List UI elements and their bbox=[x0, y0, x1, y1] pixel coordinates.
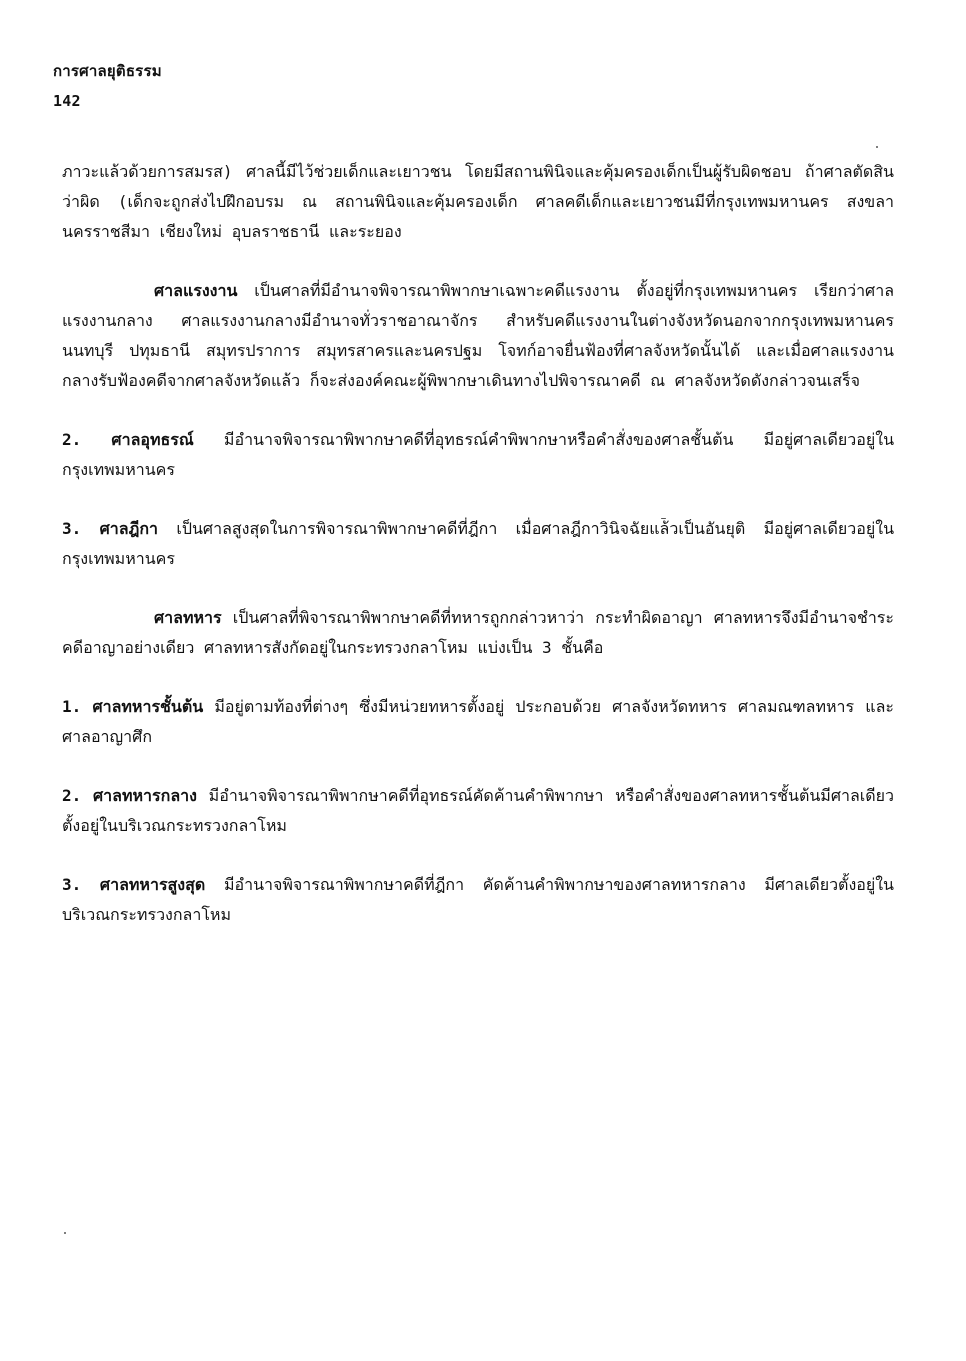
paragraph-lead: ศาลแรงงาน bbox=[154, 281, 238, 300]
paragraph-text: เป็นศาลสูงสุดในการพิจารณาพิพากษาคดีที่ฎีกา เมื่อศาลฎีกาวินิจฉัยแล้วเป็นอันยุติ มีอยู่ศาลเดียวอยู่ในกรุงเทพมหานคร bbox=[62, 519, 894, 568]
paragraph-appeal-court bbox=[62, 425, 894, 485]
paragraph-text: มีอยู่ตามท้องที่ต่างๆ ซึ่งมีหน่วยทหารตั้งอยู่ ประกอบด้วย ศาลจังหวัดทหาร ศาลมณฑลทหาร และศาลอาญาศึก bbox=[62, 697, 895, 746]
running-header bbox=[53, 56, 162, 116]
paragraph-juvenile-court-continued bbox=[62, 157, 894, 247]
paragraph-lead: ศาลทหาร bbox=[154, 608, 222, 627]
paragraph-lead: 3. ศาลทหารสูงสุด bbox=[62, 875, 206, 894]
paragraph-text: เป็นศาลที่มีอำนาจพิจารณาพิพากษาเฉพาะคดีแรงงาน ตั้งอยู่ที่กรุงเทพมหานคร เรียกว่าศาลแรงงานกลาง ศาลแรงงานกลางมีอำนาจทั่วราชอาณาจักร สำหรับคดีแรงงานในต่างจังหวัดนอกจากกรุงเทพมหานคร นนทบุรี ปทุมธานี สมุทรปราการ สมุทรสาครและนครปฐม โจทก์อาจยื่นฟ้องที่ศาลจังหวัดนั้นได้ และเมื่อศาลแรงงานกลางรับฟ้องคดีจากศาลจังหวัดแล้ว ก็จะส่งองค์คณะผู้พิพากษาเดินทางไปพิจารณาคดี ณ ศาลจังหวัดดังกล่าวจนเสร็จ bbox=[62, 281, 894, 390]
body-text bbox=[62, 157, 894, 959]
paragraph-text: มีอำนาจพิจารณาพิพากษาคดีที่อุทธรณ์คำพิพากษาหรือคำสั่งของศาลชั้นต้น มีอยู่ศาลเดียวอยู่ในกรุงเทพมหานคร bbox=[62, 430, 895, 479]
book-title: การศาลยุติธรรม bbox=[53, 62, 162, 80]
paragraph-text: มีอำนาจพิจารณาพิพากษาคดีที่อุทธรณ์คัดค้านคำพิพากษา หรือคำสั่งของศาลทหารชั้นต้นมีศาลเดียวตั้งอยู่ในบริเวณกระทรวงกลาโหม bbox=[62, 786, 894, 835]
paragraph-text: เป็นศาลที่พิจารณาพิพากษาคดีที่ทหารถูกกล่าวหาว่า กระทำผิดอาญา ศาลทหารจึงมีอำนาจชำระคดีอาญาอย่างเดียว ศาลทหารสังกัดอยู่ในกระทรวงกลาโหม แบ่งเป็น 3 ชั้นคือ bbox=[62, 608, 894, 657]
paragraph-text: ภาวะแล้วด้วยการสมรส) ศาลนี้มีไว้ช่วยเด็กและเยาวชน โดยมีสถานพินิจและคุ้มครองเด็กเป็นผู้รับผิดชอบ ถ้าศาลตัดสินว่าผิด (เด็กจะถูกส่งไปฝึกอบรม ณ สถานพินิจและคุ้มครองเด็ก ศาลคดีเด็กและเยาวชนมีที่กรุงเทพมหานคร สงขลา นครราชสีมา เชียงใหม่ อุบลราชธานี และระยอง bbox=[62, 162, 894, 241]
scan-speck bbox=[661, 518, 666, 519]
paragraph-lead: 1. ศาลทหารชั้นต้น bbox=[62, 697, 204, 716]
paragraph-labour-court bbox=[62, 276, 894, 396]
paragraph-text: มีอำนาจพิจารณาพิพากษาคดีที่ฎีกา คัดค้านคำพิพากษาของศาลทหารกลาง มีศาลเดียวตั้งอยู่ในบริเวณกระทรวงกลาโหม bbox=[62, 875, 894, 924]
paragraph-military-court-first-instance bbox=[62, 692, 894, 752]
scan-speck bbox=[876, 146, 878, 148]
paragraph-supreme-court bbox=[62, 514, 894, 574]
paragraph-lead: 2. ศาลทหารกลาง bbox=[62, 786, 197, 805]
paragraph-lead: 2. ศาลอุทธรณ์ bbox=[62, 430, 194, 449]
paragraph-central-military-court bbox=[62, 781, 894, 841]
page-number: 142 bbox=[53, 92, 81, 110]
paragraph-lead: 3. ศาลฎีกา bbox=[62, 519, 158, 538]
paragraph-supreme-military-court bbox=[62, 870, 894, 930]
paragraph-military-court bbox=[62, 603, 894, 663]
scan-speck bbox=[64, 1232, 66, 1234]
